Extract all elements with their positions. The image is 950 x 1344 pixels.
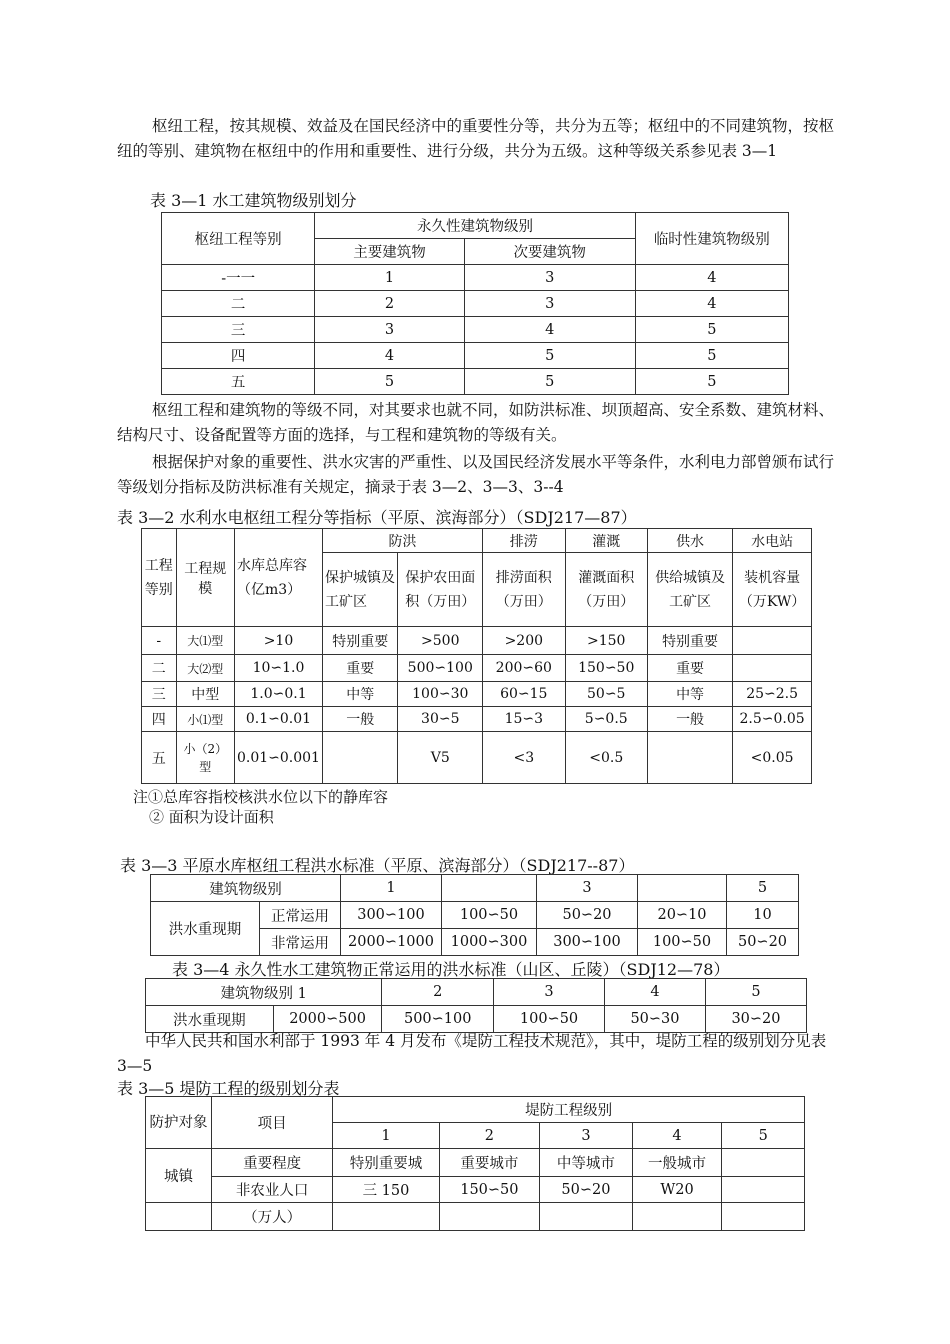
t2-head-flood: 防洪 bbox=[322, 529, 482, 553]
t5-level: 2 bbox=[439, 1123, 540, 1149]
t5-town: 城镇 bbox=[146, 1149, 212, 1203]
t3-cell bbox=[638, 875, 727, 902]
t3-cell: 1 bbox=[341, 875, 442, 902]
t3-label: 洪水重现期 bbox=[151, 902, 260, 956]
t2-cell: 25∽2.5 bbox=[733, 682, 812, 707]
t3-cell: 300∽100 bbox=[341, 902, 442, 929]
t3-cell: 10 bbox=[727, 902, 799, 929]
t1-cell: 5 bbox=[464, 369, 635, 395]
grade-paragraph: 枢纽工程和建筑物的等级不同，对其要求也就不同，如防洪标准、坝顶超高、安全系数、建筑材料、结构尺寸、设备配置等方面的选择，与工程和建筑物的等级有关。 bbox=[117, 401, 835, 444]
t4-label: 洪水重现期 bbox=[146, 1006, 274, 1033]
t4-cell: 2 bbox=[382, 979, 494, 1006]
t3-cell bbox=[442, 875, 537, 902]
t1-cell: 5 bbox=[635, 317, 788, 343]
table-3-3 bbox=[150, 874, 799, 956]
t2-cell: 小⑴型 bbox=[176, 707, 234, 732]
t2-cell: <0.5 bbox=[565, 732, 647, 784]
t2-cell: 1.0∽0.1 bbox=[234, 682, 322, 707]
t4-cell: 100∽50 bbox=[494, 1006, 605, 1033]
standards-paragraph: 根据保护对象的重要性、洪水灾害的严重性、以及国民经济发展水平等条件，水利电力部曾颁布试行等级划分指标及防洪标准有关规定，摘录于表 3—2、3—3、3--4 bbox=[117, 453, 835, 496]
table-row bbox=[162, 343, 789, 369]
t2-cell bbox=[733, 655, 812, 682]
t2-cell: 150∽50 bbox=[565, 655, 647, 682]
t2-cell: 中型 bbox=[176, 682, 234, 707]
table-row bbox=[142, 732, 812, 784]
t2-cell: 中等 bbox=[647, 682, 732, 707]
t2-head-i1: 灌溉面积（万田） bbox=[565, 553, 647, 627]
t2-cell: 大⑴型 bbox=[176, 627, 234, 655]
t2-cell bbox=[733, 627, 812, 655]
t5-cell: 非农业人口 bbox=[211, 1177, 332, 1203]
t1-cell: 4 bbox=[635, 291, 788, 317]
t4-cell: 500∽100 bbox=[382, 1006, 494, 1033]
t4-cell: 2000∽500 bbox=[273, 1006, 382, 1033]
t2-cell: 5∽0.5 bbox=[565, 707, 647, 732]
t2-cell: 0.01∽0.001 bbox=[234, 732, 322, 784]
t1-cell: 4 bbox=[464, 317, 635, 343]
t2-head-f2: 保护农田面积（万田） bbox=[398, 553, 483, 627]
t5-cell: 三 150 bbox=[333, 1177, 439, 1203]
t2-cell: >500 bbox=[398, 627, 483, 655]
t1-head-main: 主要建筑物 bbox=[315, 239, 464, 265]
t5-cell: 一般城市 bbox=[632, 1149, 722, 1177]
table-3-4 bbox=[145, 978, 807, 1033]
t5-head-target: 防护对象 bbox=[146, 1097, 212, 1149]
t2-cell: 100∽30 bbox=[398, 682, 483, 707]
table-row bbox=[142, 682, 812, 707]
t2-head-drain: 排涝 bbox=[483, 529, 565, 553]
table2-note-1: 注①总库容指校核洪水位以下的静库容 bbox=[133, 788, 389, 806]
t2-head-hydro: 水电站 bbox=[733, 529, 812, 553]
t2-head-irrig: 灌溉 bbox=[565, 529, 647, 553]
t5-level: 4 bbox=[632, 1123, 722, 1149]
t3-cell: 300∽100 bbox=[537, 929, 638, 956]
t2-cell: 60∽15 bbox=[483, 682, 565, 707]
t1-cell: 5 bbox=[315, 369, 464, 395]
t4-cell: 4 bbox=[604, 979, 705, 1006]
t2-head-d1: 排涝面积（万田） bbox=[483, 553, 565, 627]
t1-cell: 3 bbox=[315, 317, 464, 343]
t1-cell: 2 bbox=[315, 291, 464, 317]
t1-cell: 四 bbox=[162, 343, 315, 369]
t5-cell bbox=[439, 1203, 540, 1231]
t2-cell: - bbox=[142, 627, 177, 655]
t2-cell: >10 bbox=[234, 627, 322, 655]
t2-head-s1: 供给城镇及工矿区 bbox=[647, 553, 732, 627]
t3-cell: 5 bbox=[727, 875, 799, 902]
t2-cell: V5 bbox=[398, 732, 483, 784]
t2-cell: 一般 bbox=[322, 707, 398, 732]
t4-cell: 50∽30 bbox=[604, 1006, 705, 1033]
t2-head-scale: 工程规模 bbox=[176, 529, 234, 627]
t5-cell: 150∽50 bbox=[439, 1177, 540, 1203]
t1-cell: 二 bbox=[162, 291, 315, 317]
t2-cell: 50∽5 bbox=[565, 682, 647, 707]
t3-cell: 非常运用 bbox=[260, 929, 341, 956]
t5-level: 1 bbox=[333, 1123, 439, 1149]
t2-head-grade: 工程等别 bbox=[142, 529, 177, 627]
table-row bbox=[142, 627, 812, 655]
t2-cell: 0.1∽0.01 bbox=[234, 707, 322, 732]
t2-cell: 大⑵型 bbox=[176, 655, 234, 682]
t2-cell: 四 bbox=[142, 707, 177, 732]
table1-caption: 表 3—1 水工建筑物级别划分 bbox=[150, 191, 357, 210]
t3-cell: 2000∽1000 bbox=[341, 929, 442, 956]
table2-note-2: ② 面积为设计面积 bbox=[149, 808, 274, 826]
t2-cell: >200 bbox=[483, 627, 565, 655]
t1-cell: -一一 bbox=[162, 265, 315, 291]
t2-cell: 特别重要 bbox=[322, 627, 398, 655]
t2-cell: 小（2）型 bbox=[176, 732, 234, 784]
t1-head-secondary: 次要建筑物 bbox=[464, 239, 635, 265]
t2-cell: 10∽1.0 bbox=[234, 655, 322, 682]
levee-paragraph: 中华人民共和国水利部于 1993 年 4 月发布《堤防工程技术规范》，其中，堤防工程的级别划分见表 3—5 bbox=[117, 1032, 827, 1075]
t5-cell bbox=[333, 1203, 439, 1231]
t5-cell bbox=[540, 1203, 633, 1231]
t3-cell: 20∽10 bbox=[638, 902, 727, 929]
t2-cell bbox=[322, 732, 398, 784]
t5-cell bbox=[722, 1203, 805, 1231]
t5-head-item: 项目 bbox=[211, 1097, 332, 1149]
t2-cell: 一般 bbox=[647, 707, 732, 732]
t5-cell bbox=[632, 1203, 722, 1231]
t3-head-level: 建筑物级别 bbox=[151, 875, 341, 902]
t2-cell: 2.5∽0.05 bbox=[733, 707, 812, 732]
t2-cell bbox=[647, 732, 732, 784]
t3-cell: 50∽20 bbox=[537, 902, 638, 929]
t5-head-level: 堤防工程级别 bbox=[333, 1097, 805, 1123]
table2-caption: 表 3—2 水利水电枢纽工程分等指标（平原、滨海部分）（SDJ217—87） bbox=[117, 508, 637, 527]
t4-head-level: 建筑物级别 1 bbox=[146, 979, 382, 1006]
t5-cell: 中等城市 bbox=[540, 1149, 633, 1177]
t5-cell bbox=[146, 1203, 212, 1231]
t3-cell: 正常运用 bbox=[260, 902, 341, 929]
t3-cell: 100∽50 bbox=[638, 929, 727, 956]
t2-cell: 特别重要 bbox=[647, 627, 732, 655]
t5-level: 5 bbox=[722, 1123, 805, 1149]
t1-cell: 5 bbox=[635, 343, 788, 369]
t1-cell: 五 bbox=[162, 369, 315, 395]
t5-level: 3 bbox=[540, 1123, 633, 1149]
t2-cell: <0.05 bbox=[733, 732, 812, 784]
table4-caption: 表 3—4 永久性水工建筑物正常运用的洪水标准（山区、丘陵）（SDJ12—78） bbox=[172, 960, 730, 979]
t2-cell: 重要 bbox=[322, 655, 398, 682]
t2-cell: 30∽5 bbox=[398, 707, 483, 732]
t1-cell: 1 bbox=[315, 265, 464, 291]
t1-head-grade: 枢纽工程等别 bbox=[162, 213, 315, 265]
t3-cell: 3 bbox=[537, 875, 638, 902]
table5-caption: 表 3—5 堤防工程的级别划分表 bbox=[117, 1079, 340, 1098]
t5-cell: 重要城市 bbox=[439, 1149, 540, 1177]
t3-cell: 100∽50 bbox=[442, 902, 537, 929]
table-row bbox=[162, 265, 789, 291]
t2-head-capacity: 水库总库容（亿m3） bbox=[234, 529, 322, 627]
t1-cell: 5 bbox=[464, 343, 635, 369]
t4-cell: 30∽20 bbox=[705, 1006, 806, 1033]
t2-head-h1: 装机容量（万KW） bbox=[733, 553, 812, 627]
t2-cell: 500∽100 bbox=[398, 655, 483, 682]
t2-cell: 五 bbox=[142, 732, 177, 784]
t5-cell: 50∽20 bbox=[540, 1177, 633, 1203]
t1-head-temporary: 临时性建筑物级别 bbox=[635, 213, 788, 265]
table3-caption: 表 3—3 平原水库枢纽工程洪水标准（平原、滨海部分）（SDJ217--87） bbox=[120, 856, 635, 875]
t5-cell: （万人） bbox=[211, 1203, 332, 1231]
t1-cell: 三 bbox=[162, 317, 315, 343]
t2-cell: 重要 bbox=[647, 655, 732, 682]
t2-head-f1: 保护城镇及工矿区 bbox=[322, 553, 398, 627]
t2-cell: 15∽3 bbox=[483, 707, 565, 732]
t5-cell: 特别重要城 bbox=[333, 1149, 439, 1177]
t1-cell: 5 bbox=[635, 369, 788, 395]
t4-cell: 5 bbox=[705, 979, 806, 1006]
t3-cell: 50∽20 bbox=[727, 929, 799, 956]
t1-cell: 3 bbox=[464, 291, 635, 317]
t2-cell: 200∽60 bbox=[483, 655, 565, 682]
table-3-1 bbox=[161, 212, 789, 395]
t5-cell: 重要程度 bbox=[211, 1149, 332, 1177]
table-row bbox=[162, 369, 789, 395]
t5-cell bbox=[722, 1149, 805, 1177]
t2-cell: >150 bbox=[565, 627, 647, 655]
t5-cell: W20 bbox=[632, 1177, 722, 1203]
table-3-2 bbox=[141, 528, 812, 784]
t2-head-supply: 供水 bbox=[647, 529, 732, 553]
intro-paragraph: 枢纽工程，按其规模、效益及在国民经济中的重要性分等，共分为五等；枢纽中的不同建筑物，按枢纽的等别、建筑物在枢纽中的作用和重要性、进行分级，共分为五级。这种等级关系参见表 3—1 bbox=[117, 117, 835, 160]
t1-head-permanent: 永久性建筑物级别 bbox=[315, 213, 635, 239]
t3-cell: 1000∽300 bbox=[442, 929, 537, 956]
t2-cell: 中等 bbox=[322, 682, 398, 707]
t1-cell: 4 bbox=[315, 343, 464, 369]
t2-cell: 三 bbox=[142, 682, 177, 707]
table-row bbox=[142, 707, 812, 732]
t4-cell: 3 bbox=[494, 979, 605, 1006]
table-row bbox=[162, 317, 789, 343]
table-3-5 bbox=[145, 1096, 805, 1231]
t1-cell: 3 bbox=[464, 265, 635, 291]
t5-cell bbox=[722, 1177, 805, 1203]
table-row bbox=[142, 655, 812, 682]
table-row bbox=[162, 291, 789, 317]
t2-cell: 二 bbox=[142, 655, 177, 682]
t1-cell: 4 bbox=[635, 265, 788, 291]
t2-cell: <3 bbox=[483, 732, 565, 784]
